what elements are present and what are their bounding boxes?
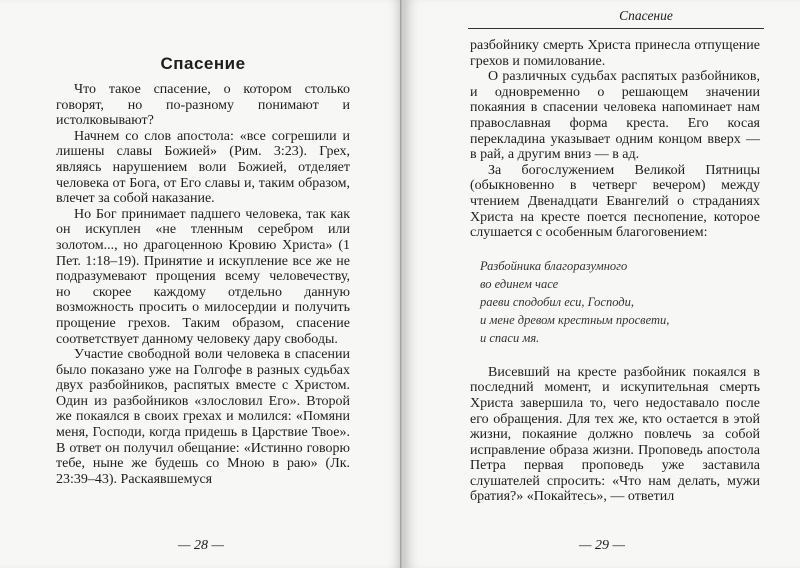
verse-line: раеви сподобил еси, Господи, [480,294,634,309]
verse-line: во единем часе [480,276,559,291]
hymn-verse [480,257,760,347]
verse-line: Разбойника благоразумного [480,258,628,273]
verse-line: и мене древом крестным просвети, [480,312,670,327]
paragraph: За богослужением Великой Пятницы (обыкновенно в четверг вечером) между чтением Двенадцати Евангелий о страданиях Христа на кресте поется песнопение, которое слушается с особенным благоговением: [470,162,760,241]
paragraph: Участие свободной воли человека в спасении было показано уже на Голгофе в разных судьбах двух разбойников, распятых вместе с Христом. Один из разбойников «злословил Его». Второй же покаялся в своих грехах и молился: «Помяни меня, Господи, когда придешь в Царствие Твое». В ответ он получил обещание: «Истинно говорю тебе, ныне же будешь со Мною в раю» (Лк. 23:39–43). Раскаявшемуся [56,347,350,487]
right-page [404,0,800,568]
paragraph: Начнем со слов апостола: «все согрешили и лишены славы Божией» (Рим. 3:23). Грех, являясь нарушением воли Божией, отделяет человека от Бога, от Его славы и, таким образом, влечет за собой наказание. [56,128,350,207]
paragraph: Что такое спасение, о котором столько говорят, но по-разному понимают и истолковывают? [56,82,350,129]
paragraph: разбойнику смерть Христа принесла отпущение грехов и помилование. [470,38,760,69]
paragraph: Висевший на кресте разбойник покаялся в последний момент, и искупительная смерть Христа завершила то, чего недоставало после его обращения. Для тех же, кто остается в этой жизни, покаяние должно повлечь за собой исправление образа жизни. Проповедь апостола Петра первая проповедь уже заставила слушателей спросить: «Что нам делать, мужи братия?» «Покайтесь», — ответил [470,364,760,505]
verse-line: и спаси мя. [480,330,540,345]
paragraph: О различных судьбах распятых разбойников, и одновременно о решающем значении покаяния в спасении человека напоминает нам православная форма креста. Его косая перекладина указывает одним концом вверх — в рай, а другим вниз — в ад. [470,69,760,163]
paragraph: Но Бог принимает падшего человека, так как он искуплен «не тленным серебром или золотом..., но драгоценною Кровию Христа» (1 Пет. 1:18–19). Принятие и искупление все же не подразумевают прощения всему человечеству, но скорее каждому отдельно данную возможность просить о милосердии и получить прощение грехов. Таким образом, спасение соответствует данному человеку дару свободы. [56,206,350,347]
running-head-text: Спасение [619,8,673,23]
page-number-right: — 29 — [579,538,625,553]
running-head [468,8,764,29]
chapter-title: Спасение [160,54,246,73]
page-number-left: — 28 — [178,538,224,553]
